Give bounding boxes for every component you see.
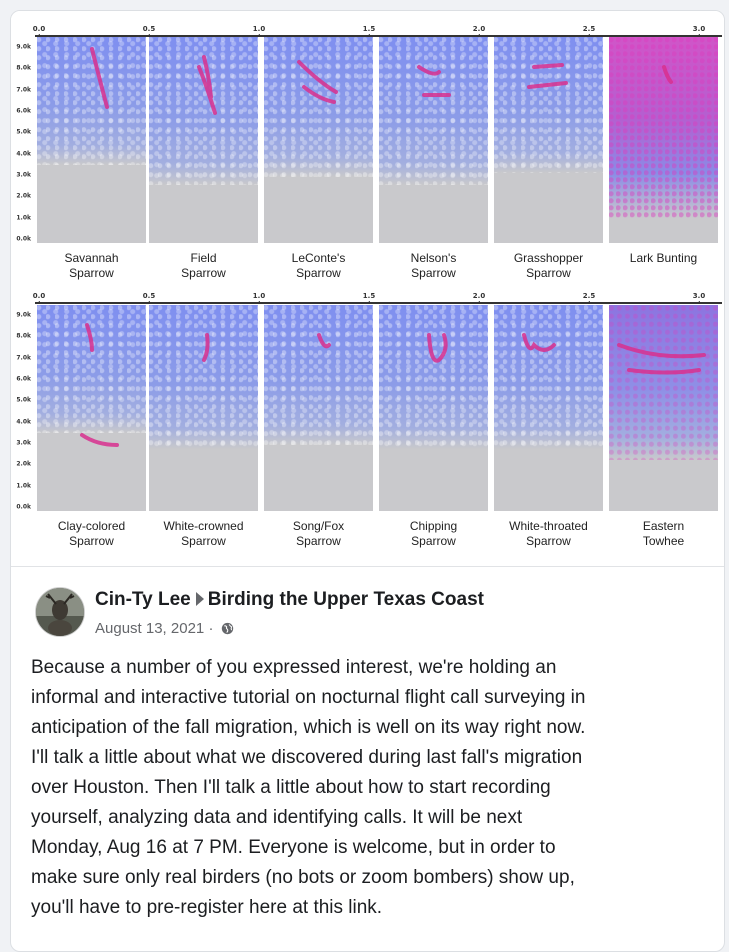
arrow-right-icon <box>196 592 204 606</box>
spectrogram-panel[interactable] <box>264 37 373 243</box>
species-label-line2: Sparrow <box>411 266 456 280</box>
avatar[interactable] <box>35 587 85 637</box>
call-trace-stroke <box>619 345 704 373</box>
spectrogram-panel[interactable] <box>264 305 373 511</box>
spectrogram-panel[interactable] <box>494 37 603 243</box>
spectrogram-panel[interactable] <box>379 37 488 243</box>
frequency-tick-label: 0.0k <box>16 503 31 511</box>
call-trace-stroke <box>204 335 208 360</box>
species-label-line1: Grasshopper <box>513 251 584 265</box>
post-card <box>10 10 725 952</box>
call-trace <box>609 305 718 511</box>
frequency-axis-row2 <box>11 305 33 511</box>
call-trace-stroke <box>319 335 329 346</box>
species-label-line1: White-crowned <box>163 519 244 533</box>
call-trace <box>609 37 718 243</box>
species-label-line1: Lark Bunting <box>629 251 698 265</box>
time-axis-row1 <box>32 21 722 37</box>
post-body-text: Because a number of you expressed interest, we're holding an informal and interactive tutorial on nocturnal flight call surveying in anticipation of the fall migration, which is well on its way right now. I'll talk a little about what we discovered during last fall's migration over Houston. Then I'll talk a little about how to start recording yourself, analyzing data and identifying calls. It will be next Monday, Aug 16 at 7 PM. Everyone is welcome, but in order to make sure only real birders (no bots or zoom bombers) show up, you'll have to pre-register here at this link. <box>31 657 586 918</box>
post-date[interactable]: August 13, 2021 <box>95 620 205 637</box>
group-name[interactable]: Birding the Upper Texas Coast <box>207 589 484 610</box>
author-line <box>95 589 484 611</box>
species-label-line2: Towhee <box>642 534 685 548</box>
meta-separator: · <box>208 620 214 637</box>
frequency-tick-label: 5.0k <box>16 128 31 136</box>
frequency-tick-label: 2.0k <box>16 460 31 468</box>
call-trace <box>264 37 373 243</box>
spectrogram-panel[interactable] <box>379 305 488 511</box>
globe-icon[interactable] <box>221 622 234 635</box>
call-trace-stroke <box>299 62 336 102</box>
frequency-tick-label: 9.0k <box>16 311 31 319</box>
call-trace-stroke <box>92 49 107 107</box>
species-label-line1: Savannah <box>64 251 119 265</box>
species-label-line1: LeConte's <box>291 251 346 265</box>
species-label-line1: White-throated <box>509 519 588 533</box>
call-trace-stroke <box>664 67 671 82</box>
species-label-line1: Nelson's <box>410 251 457 265</box>
frequency-tick-label: 1.0k <box>16 214 31 222</box>
call-trace <box>379 37 488 243</box>
time-tick-label: 1.0 <box>252 292 266 300</box>
species-label-line2: Sparrow <box>181 266 226 280</box>
spectrogram-figure[interactable] <box>11 11 724 567</box>
frequency-tick-label: 3.0k <box>16 171 31 179</box>
time-tick-label: 2.5 <box>582 292 596 300</box>
time-tick-label: 2.5 <box>582 25 596 33</box>
call-trace <box>37 305 146 511</box>
call-trace <box>264 305 373 511</box>
time-tick-label: 1.5 <box>362 25 376 33</box>
frequency-tick-label: 7.0k <box>16 354 31 362</box>
species-label-line2: Sparrow <box>526 266 571 280</box>
post-meta <box>95 620 234 637</box>
species-label <box>149 251 258 281</box>
species-label-line1: Song/Fox <box>292 519 345 533</box>
author-name[interactable]: Cin-Ty Lee <box>95 589 191 610</box>
frequency-tick-label: 9.0k <box>16 43 31 51</box>
species-label-line2: Sparrow <box>526 534 571 548</box>
frequency-tick-label: 4.0k <box>16 150 31 158</box>
call-trace <box>149 305 258 511</box>
call-trace <box>379 305 488 511</box>
time-tick-label: 3.0 <box>692 25 706 33</box>
species-label-line2: Sparrow <box>69 266 114 280</box>
frequency-tick-label: 4.0k <box>16 418 31 426</box>
time-tick-label: 0.0 <box>32 292 46 300</box>
frequency-tick-label: 8.0k <box>16 64 31 72</box>
frequency-tick-label: 0.0k <box>16 235 31 243</box>
frequency-tick-label: 3.0k <box>16 439 31 447</box>
species-label-line2: Sparrow <box>296 266 341 280</box>
spectrogram-panel[interactable] <box>609 37 718 243</box>
frequency-tick-label: 7.0k <box>16 86 31 94</box>
species-label <box>494 519 603 549</box>
species-label <box>379 251 488 281</box>
species-label-line2: Sparrow <box>411 534 456 548</box>
species-label <box>149 519 258 549</box>
time-tick-label: 2.0 <box>472 25 486 33</box>
time-tick-label: 1.0 <box>252 25 266 33</box>
species-label-line2: Sparrow <box>69 534 114 548</box>
species-label <box>494 251 603 281</box>
species-label <box>264 251 373 281</box>
species-label <box>264 519 373 549</box>
call-trace <box>37 37 146 243</box>
frequency-tick-label: 8.0k <box>16 332 31 340</box>
spectrogram-panel[interactable] <box>149 37 258 243</box>
frequency-axis-row1 <box>11 37 33 243</box>
spectrogram-panel[interactable] <box>37 37 146 243</box>
species-label-line1: Eastern <box>642 519 685 533</box>
call-trace <box>494 37 603 243</box>
call-trace-stroke <box>199 57 215 113</box>
species-label <box>37 251 146 281</box>
call-trace-stroke <box>524 335 554 350</box>
call-trace-stroke <box>529 65 566 87</box>
species-label-line2: Sparrow <box>181 534 226 548</box>
time-tick-label: 0.5 <box>142 292 156 300</box>
species-label-line1: Chipping <box>409 519 458 533</box>
species-label-line1: Field <box>190 251 217 265</box>
species-label <box>379 519 488 549</box>
time-tick-label: 0.0 <box>32 25 46 33</box>
species-label-line1: Clay-colored <box>57 519 126 533</box>
call-trace-stroke <box>82 325 117 445</box>
frequency-tick-label: 5.0k <box>16 396 31 404</box>
time-tick-label: 0.5 <box>142 25 156 33</box>
time-tick-label: 2.0 <box>472 292 486 300</box>
time-tick-label: 3.0 <box>692 292 706 300</box>
spectrogram-panel[interactable] <box>494 305 603 511</box>
frequency-tick-label: 6.0k <box>16 107 31 115</box>
spectrogram-panel[interactable] <box>609 305 718 511</box>
spectrogram-panel[interactable] <box>37 305 146 511</box>
frequency-tick-label: 6.0k <box>16 375 31 383</box>
post-header <box>11 583 724 643</box>
species-label-line2: Sparrow <box>296 534 341 548</box>
spectrogram-panel[interactable] <box>149 305 258 511</box>
call-trace <box>494 305 603 511</box>
call-trace <box>149 37 258 243</box>
frequency-tick-label: 1.0k <box>16 482 31 490</box>
species-label <box>37 519 146 549</box>
time-tick-label: 1.5 <box>362 292 376 300</box>
call-trace-stroke <box>429 335 446 361</box>
call-trace-stroke <box>419 67 449 95</box>
species-label <box>609 519 718 549</box>
frequency-tick-label: 2.0k <box>16 192 31 200</box>
species-label <box>609 251 718 266</box>
time-axis-row2 <box>32 288 722 304</box>
